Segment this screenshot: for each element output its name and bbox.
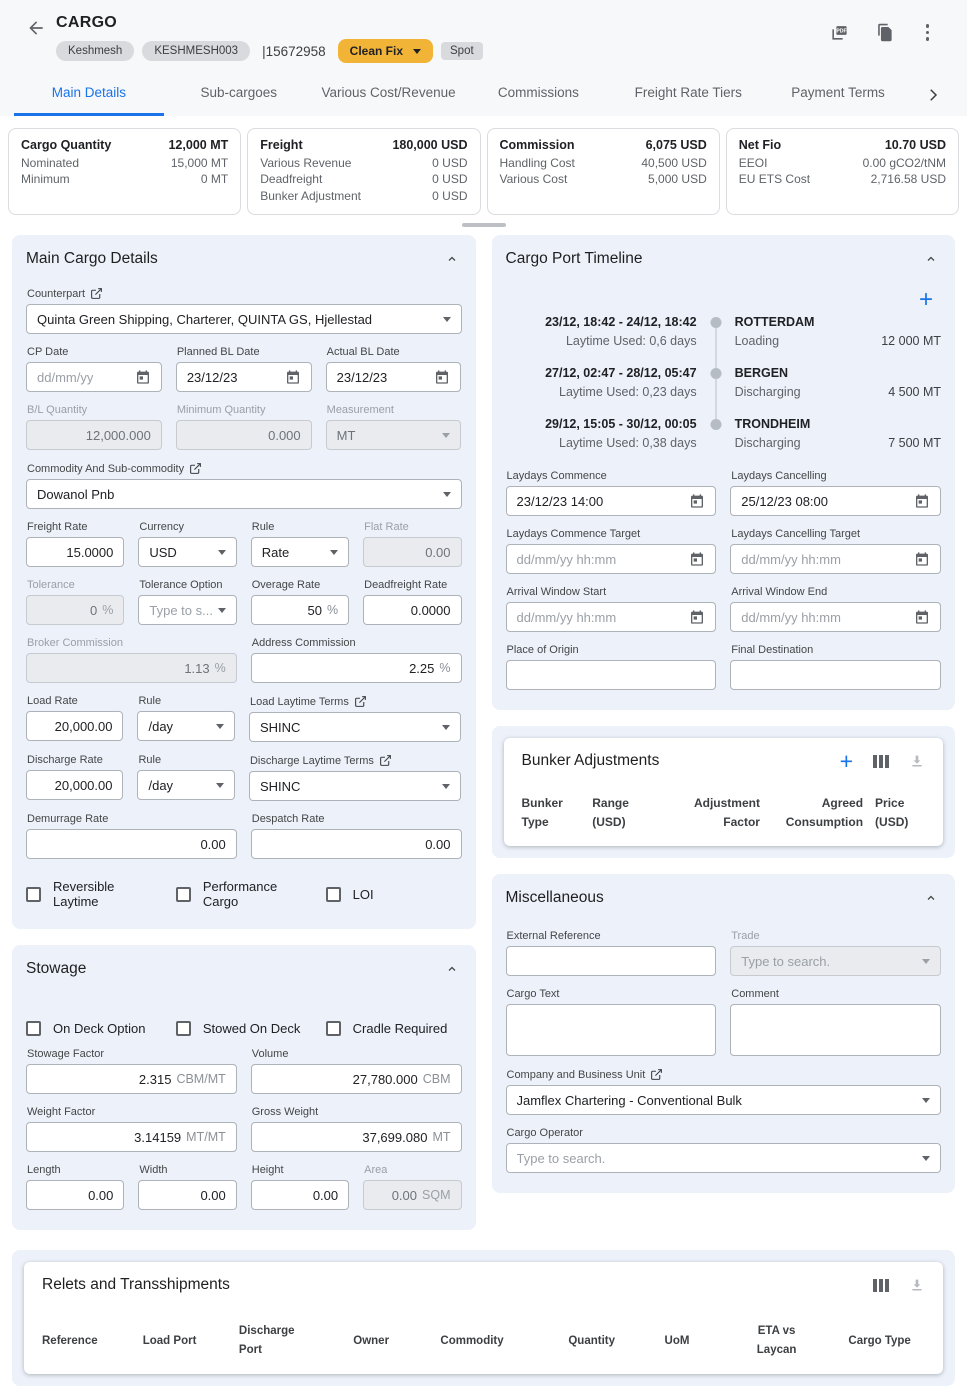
cp-date-input[interactable]: dd/mm/yy bbox=[26, 362, 162, 392]
minimum-quantity-input: 0.000 bbox=[176, 420, 312, 450]
height-input[interactable]: 0.00 bbox=[251, 1180, 349, 1210]
counterpart-label: Counterpart bbox=[27, 287, 86, 300]
card-value: 180,000 USD bbox=[392, 138, 468, 152]
main-cargo-details-panel bbox=[12, 235, 476, 929]
broker-commission-input: 1.13 % bbox=[26, 653, 237, 683]
checkbox-icon bbox=[176, 887, 191, 902]
chip-row bbox=[56, 39, 830, 63]
trade-select: Type to search. bbox=[730, 946, 941, 976]
stop-laytime: Laytime Used: 0,6 days bbox=[565, 334, 697, 348]
summary-card-net-fio: Net Fio 10.70 USD EEOI 0.00 gCO2/tNM EU ETS Cost 2,716.58 USD bbox=[726, 128, 959, 215]
chevron-down-icon bbox=[330, 550, 338, 555]
length-label: Length bbox=[27, 1164, 61, 1176]
pdf-export-icon[interactable] bbox=[830, 23, 849, 42]
col-quantity: Quantity bbox=[568, 1334, 615, 1347]
stop-dates: 23/12, 18:42 - 24/12, 18:42 bbox=[545, 315, 697, 329]
col-owner: Owner bbox=[353, 1334, 390, 1347]
loi-checkbox[interactable]: LOI bbox=[326, 879, 462, 909]
checkbox-icon bbox=[176, 1021, 191, 1036]
final-destination-input[interactable] bbox=[730, 660, 941, 690]
card-value: 10.70 USD bbox=[884, 138, 946, 152]
panel-title: Cargo Port Timeline bbox=[505, 250, 643, 267]
add-bunker-adjustment-button[interactable]: + bbox=[839, 748, 853, 774]
bunker-table-header bbox=[522, 794, 926, 832]
tab-freight-rate-tiers[interactable]: Freight Rate Tiers bbox=[634, 85, 742, 100]
volume-input[interactable]: 27,780.000 CBM bbox=[251, 1064, 462, 1094]
bunker-adjustments-section bbox=[492, 726, 956, 858]
relets-section bbox=[12, 1250, 955, 1386]
load-rate-input[interactable]: 20,000.00 bbox=[26, 711, 123, 741]
relets-card bbox=[24, 1262, 943, 1374]
discharge-rule-select[interactable]: /day bbox=[137, 770, 234, 800]
commodity-label: Commodity And Sub-commodity bbox=[27, 462, 185, 475]
download-icon[interactable] bbox=[909, 753, 925, 769]
freight-rate-input[interactable]: 15.0000 bbox=[26, 537, 124, 567]
col-adjustment-factor: Adjustment Factor bbox=[693, 796, 760, 829]
col-discharge-port: Discharge Port bbox=[238, 1325, 295, 1356]
checkbox-icon bbox=[326, 887, 341, 902]
contract-type-badge: Spot bbox=[441, 42, 483, 60]
stowed-on-deck-checkbox[interactable]: Stowed On Deck bbox=[176, 1021, 312, 1036]
stop-quantity: 4 500 MT bbox=[888, 385, 941, 399]
flat-rate-label: Flat Rate bbox=[364, 521, 409, 533]
tab-bar bbox=[14, 73, 953, 116]
tolerance-option-label: Tolerance Option bbox=[139, 579, 223, 591]
external-link-icon[interactable] bbox=[90, 287, 103, 300]
load-rate-label: Load Rate bbox=[27, 695, 78, 707]
address-commission-label: Address Commission bbox=[251, 637, 356, 649]
col-cargo-type: Cargo Type bbox=[848, 1334, 911, 1347]
chevron-down-icon bbox=[442, 725, 450, 730]
arrival-window-end-label: Arrival Window End bbox=[731, 586, 828, 598]
col-bunker-type: Bunker Type bbox=[521, 796, 563, 829]
tab-payment-terms[interactable]: Payment Terms bbox=[791, 85, 885, 100]
external-link-icon[interactable] bbox=[650, 1068, 663, 1081]
tab-commissions[interactable]: Commissions bbox=[497, 85, 579, 100]
laydays-commence-label: Laydays Commence bbox=[506, 470, 607, 482]
freight-rule-label: Rule bbox=[251, 521, 275, 533]
on-deck-option-checkbox[interactable]: On Deck Option bbox=[26, 1021, 162, 1036]
card-title: Net Fio bbox=[738, 138, 782, 152]
discharge-laytime-terms-label: Discharge Laytime Terms bbox=[249, 754, 374, 767]
checkbox-icon bbox=[26, 887, 41, 902]
deadfreight-rate-input[interactable]: 0.0000 bbox=[363, 595, 461, 625]
chevron-up-icon bbox=[925, 892, 937, 904]
tolerance-input: 0 % bbox=[26, 595, 124, 625]
currency-label: Currency bbox=[139, 521, 184, 533]
fleet-chip: Keshmesh bbox=[56, 41, 134, 61]
company-business-unit-select[interactable]: Jamflex Chartering - Conventional Bulk bbox=[506, 1085, 942, 1115]
load-laytime-terms-select[interactable]: SHINC bbox=[249, 712, 462, 742]
chevron-down-icon bbox=[922, 1156, 930, 1161]
collapse-panel-button[interactable] bbox=[921, 249, 941, 269]
col-load-port: Load Port bbox=[142, 1334, 197, 1347]
despatch-rate-input[interactable]: 0.00 bbox=[251, 829, 462, 859]
chevron-down-icon bbox=[922, 1098, 930, 1103]
fix-status-label: Clean Fix bbox=[349, 44, 404, 58]
calendar-icon[interactable] bbox=[689, 609, 705, 625]
laydays-cancelling-target-label: Laydays Cancelling Target bbox=[731, 528, 861, 540]
header-actions bbox=[830, 10, 954, 43]
chevron-down-icon bbox=[443, 492, 451, 497]
volume-label: Volume bbox=[251, 1048, 289, 1060]
back-button[interactable] bbox=[22, 14, 50, 42]
chevron-up-icon bbox=[446, 253, 458, 265]
panel-title: Miscellaneous bbox=[505, 889, 604, 906]
tolerance-option-select[interactable]: Type to s... bbox=[138, 595, 236, 625]
panel-title: Stowage bbox=[26, 960, 87, 977]
timeline-dot-icon bbox=[710, 368, 721, 379]
trade-label: Trade bbox=[731, 930, 760, 942]
timeline-stop[interactable] bbox=[506, 315, 942, 364]
chevron-right-icon bbox=[924, 86, 942, 104]
calendar-icon[interactable] bbox=[914, 493, 930, 509]
laydays-commence-target-label: Laydays Commence Target bbox=[506, 528, 641, 540]
port-timeline bbox=[506, 315, 942, 466]
tolerance-label: Tolerance bbox=[27, 579, 75, 591]
add-port-button[interactable]: + bbox=[918, 286, 933, 313]
overage-rate-label: Overage Rate bbox=[251, 579, 321, 591]
height-label: Height bbox=[251, 1164, 284, 1176]
miscellaneous-panel bbox=[492, 874, 956, 1193]
chevron-down-icon bbox=[413, 49, 421, 54]
columns-icon[interactable] bbox=[873, 755, 889, 768]
minimum-quantity-label: Minimum Quantity bbox=[176, 404, 266, 416]
laydays-cancelling-input[interactable]: 25/12/23 08:00 bbox=[730, 486, 941, 516]
laydays-commence-input[interactable]: 23/12/23 14:00 bbox=[506, 486, 717, 516]
actual-bl-date-label: Actual BL Date bbox=[326, 346, 400, 358]
weight-factor-label: Weight Factor bbox=[27, 1106, 96, 1118]
cargo-text-textarea[interactable] bbox=[506, 1004, 717, 1056]
download-icon[interactable] bbox=[909, 1277, 925, 1293]
freight-rule-select[interactable]: Rate bbox=[251, 537, 349, 567]
collapse-panel-button[interactable] bbox=[921, 888, 941, 908]
cargo-id: |15672958 bbox=[262, 43, 326, 59]
chevron-up-icon bbox=[446, 963, 458, 975]
chevron-down-icon bbox=[442, 784, 450, 789]
calendar-icon[interactable] bbox=[135, 369, 151, 385]
deadfreight-rate-label: Deadfreight Rate bbox=[364, 579, 448, 591]
summary-card-cargo-quantity: Cargo Quantity 12,000 MT Nominated 15,000 MT Minimum 0 MT bbox=[8, 128, 241, 215]
discharge-rule-label: Rule bbox=[138, 754, 162, 766]
card-value: 6,075 USD bbox=[645, 138, 707, 152]
planned-bl-date-input[interactable]: 23/12/23 bbox=[176, 362, 312, 392]
cp-date-label: CP Date bbox=[27, 346, 69, 358]
stop-laytime: Laytime Used: 0,38 days bbox=[559, 436, 697, 450]
columns-icon[interactable] bbox=[873, 1279, 889, 1292]
gross-weight-label: Gross Weight bbox=[251, 1106, 319, 1118]
cargo-operator-select[interactable]: Type to search. bbox=[506, 1143, 942, 1173]
checkbox-icon bbox=[326, 1021, 341, 1036]
card-title: Commission bbox=[499, 138, 575, 152]
load-rule-label: Rule bbox=[138, 695, 162, 707]
stop-quantity: 7 500 MT bbox=[888, 436, 941, 450]
tab-main-details[interactable]: Main Details bbox=[14, 73, 164, 116]
external-link-icon[interactable] bbox=[354, 695, 367, 708]
col-uom: UoM bbox=[664, 1334, 690, 1347]
chevron-down-icon bbox=[922, 959, 930, 964]
stop-quantity: 12 000 MT bbox=[881, 334, 941, 348]
stowage-factor-input[interactable]: 2.315 CBM/MT bbox=[26, 1064, 237, 1094]
tab-various-cost-revenue[interactable]: Various Cost/Revenue bbox=[321, 85, 456, 100]
demurrage-rate-label: Demurrage Rate bbox=[27, 813, 109, 825]
laydays-cancelling-label: Laydays Cancelling bbox=[731, 470, 827, 482]
chevron-down-icon bbox=[216, 724, 224, 729]
col-eta-vs-laycan: ETA vs Laycan bbox=[756, 1325, 797, 1356]
arrival-window-end-input[interactable]: dd/mm/yy hh:mm bbox=[730, 602, 941, 632]
reversible-laytime-checkbox[interactable]: Reversible Laytime bbox=[26, 879, 162, 909]
address-commission-input[interactable]: 2.25 % bbox=[251, 653, 462, 683]
fix-status-dropdown[interactable] bbox=[338, 39, 433, 63]
chevron-down-icon bbox=[218, 550, 226, 555]
length-input[interactable]: 0.00 bbox=[26, 1180, 124, 1210]
performance-cargo-checkbox[interactable]: Performance Cargo bbox=[176, 879, 312, 909]
company-business-unit-label: Company and Business Unit bbox=[506, 1068, 646, 1081]
stop-activity: Loading bbox=[734, 334, 780, 348]
stowage-panel bbox=[12, 945, 476, 1230]
bunker-adjustments-card bbox=[504, 738, 944, 846]
col-commodity: Commodity bbox=[440, 1334, 504, 1347]
stop-port: TRONDHEIM bbox=[734, 417, 811, 431]
load-rule-select[interactable]: /day bbox=[137, 711, 234, 741]
chevron-down-icon bbox=[443, 317, 451, 322]
stop-dates: 29/12, 15:05 - 30/12, 00:05 bbox=[545, 417, 697, 431]
summary-card-commission: Commission 6,075 USD Handling Cost 40,500 USD Various Cost 5,000 USD bbox=[487, 128, 720, 215]
weight-factor-input[interactable]: 3.14159 MT/MT bbox=[26, 1122, 237, 1152]
stop-activity: Discharging bbox=[734, 436, 801, 450]
summary-card-freight: Freight 180,000 USD Various Revenue 0 USD Deadfreight 0 USD Bunker Adjustment 0 USD bbox=[247, 128, 480, 215]
collapse-panel-button[interactable] bbox=[442, 249, 462, 269]
bl-quantity-input: 12,000.000 bbox=[26, 420, 162, 450]
tab-sub-cargoes[interactable]: Sub-cargoes bbox=[200, 85, 278, 100]
cradle-required-checkbox[interactable]: Cradle Required bbox=[326, 1021, 462, 1036]
timeline-dot-icon bbox=[710, 317, 721, 328]
external-reference-label: External Reference bbox=[506, 930, 601, 942]
timeline-stop[interactable] bbox=[506, 366, 942, 415]
card-title: Cargo Quantity bbox=[21, 138, 112, 152]
freight-rate-label: Freight Rate bbox=[27, 521, 88, 533]
panel-title: Main Cargo Details bbox=[26, 250, 158, 267]
arrival-window-start-input[interactable]: dd/mm/yy hh:mm bbox=[506, 602, 717, 632]
stop-dates: 27/12, 02:47 - 28/12, 05:47 bbox=[545, 366, 697, 380]
card-value: 12,000 MT bbox=[168, 138, 229, 152]
card-title: Bunker Adjustments bbox=[521, 752, 660, 769]
collapse-panel-button[interactable] bbox=[442, 959, 462, 979]
timeline-dot-icon bbox=[710, 419, 721, 430]
svg-text:PDF: PDF bbox=[835, 28, 847, 35]
calendar-icon[interactable] bbox=[689, 551, 705, 567]
demurrage-rate-input[interactable]: 0.00 bbox=[26, 829, 237, 859]
bl-quantity-label: B/L Quantity bbox=[27, 404, 88, 416]
col-range-usd: Range (USD) bbox=[592, 796, 629, 829]
discharge-laytime-terms-select[interactable]: SHINC bbox=[249, 771, 462, 801]
place-of-origin-label: Place of Origin bbox=[506, 644, 579, 656]
tabs-scroll-right-button[interactable] bbox=[913, 73, 953, 116]
overage-rate-input[interactable]: 50 % bbox=[251, 595, 349, 625]
place-of-origin-input[interactable] bbox=[506, 660, 717, 690]
chevron-up-icon bbox=[925, 253, 937, 265]
back-arrow-icon bbox=[26, 18, 46, 38]
chevron-down-icon bbox=[442, 433, 450, 438]
actual-bl-date-input[interactable]: 23/12/23 bbox=[326, 362, 462, 392]
calendar-icon[interactable] bbox=[689, 493, 705, 509]
comment-textarea[interactable] bbox=[730, 1004, 941, 1056]
col-reference: Reference bbox=[42, 1334, 98, 1347]
counterpart-select[interactable]: Quinta Green Shipping, Charterer, QUINTA GS, Hjellestad bbox=[26, 304, 462, 334]
summary-cards bbox=[0, 116, 967, 215]
planned-bl-date-label: Planned BL Date bbox=[176, 346, 260, 358]
width-label: Width bbox=[139, 1164, 168, 1176]
checkbox-icon bbox=[26, 1021, 41, 1036]
arrival-window-start-label: Arrival Window Start bbox=[506, 586, 607, 598]
chevron-down-icon bbox=[216, 783, 224, 788]
load-laytime-terms-label: Load Laytime Terms bbox=[249, 695, 349, 708]
gross-weight-input[interactable]: 37,699.080 MT bbox=[251, 1122, 462, 1152]
timeline-stop[interactable] bbox=[506, 417, 942, 466]
calendar-icon[interactable] bbox=[434, 369, 450, 385]
flat-rate-input: 0.00 bbox=[363, 537, 461, 567]
currency-select[interactable]: USD bbox=[138, 537, 236, 567]
final-destination-label: Final Destination bbox=[731, 644, 814, 656]
cargo-port-timeline-panel bbox=[492, 235, 956, 710]
discharge-rate-label: Discharge Rate bbox=[27, 754, 103, 766]
area-label: Area bbox=[364, 1164, 388, 1176]
page-title: CARGO bbox=[56, 14, 118, 31]
card-title: Relets and Transshipments bbox=[42, 1276, 230, 1293]
calendar-icon[interactable] bbox=[914, 551, 930, 567]
relets-table-header bbox=[42, 1322, 925, 1360]
kebab-menu-icon[interactable] bbox=[920, 22, 936, 43]
reference-chip: KESHMESH003 bbox=[142, 41, 250, 61]
width-input[interactable]: 0.00 bbox=[138, 1180, 236, 1210]
area-input: 0.00 SQM bbox=[363, 1180, 461, 1210]
cargo-text-label: Cargo Text bbox=[506, 988, 560, 1000]
stop-laytime: Laytime Used: 0,23 days bbox=[559, 385, 697, 399]
stop-activity: Discharging bbox=[734, 385, 801, 399]
calendar-icon[interactable] bbox=[914, 609, 930, 625]
external-reference-input[interactable] bbox=[506, 946, 717, 976]
app-header bbox=[0, 0, 967, 116]
stowage-factor-label: Stowage Factor bbox=[27, 1048, 105, 1060]
stop-port: BERGEN bbox=[734, 366, 789, 380]
chevron-down-icon bbox=[218, 608, 226, 613]
stop-port: ROTTERDAM bbox=[734, 315, 815, 329]
commodity-select[interactable]: Dowanol Pnb bbox=[26, 479, 462, 509]
discharge-rate-input[interactable]: 20,000.00 bbox=[26, 770, 123, 800]
laydays-cancelling-target-input[interactable]: dd/mm/yy hh:mm bbox=[730, 544, 941, 574]
external-link-icon[interactable] bbox=[189, 462, 202, 475]
col-agreed-consumption: Agreed Consumption bbox=[785, 796, 864, 829]
col-price-usd: Price (USD) bbox=[875, 796, 909, 829]
cargo-operator-label: Cargo Operator bbox=[506, 1127, 583, 1139]
laydays-commence-target-input[interactable]: dd/mm/yy hh:mm bbox=[506, 544, 717, 574]
calendar-icon[interactable] bbox=[285, 369, 301, 385]
measurement-label: Measurement bbox=[326, 404, 394, 416]
broker-commission-label: Broker Commission bbox=[27, 637, 123, 649]
copy-icon[interactable] bbox=[875, 23, 894, 42]
despatch-rate-label: Despatch Rate bbox=[251, 813, 325, 825]
external-link-icon[interactable] bbox=[379, 754, 392, 767]
measurement-select: MT bbox=[326, 420, 462, 450]
card-title: Freight bbox=[260, 138, 303, 152]
comment-label: Comment bbox=[731, 988, 779, 1000]
